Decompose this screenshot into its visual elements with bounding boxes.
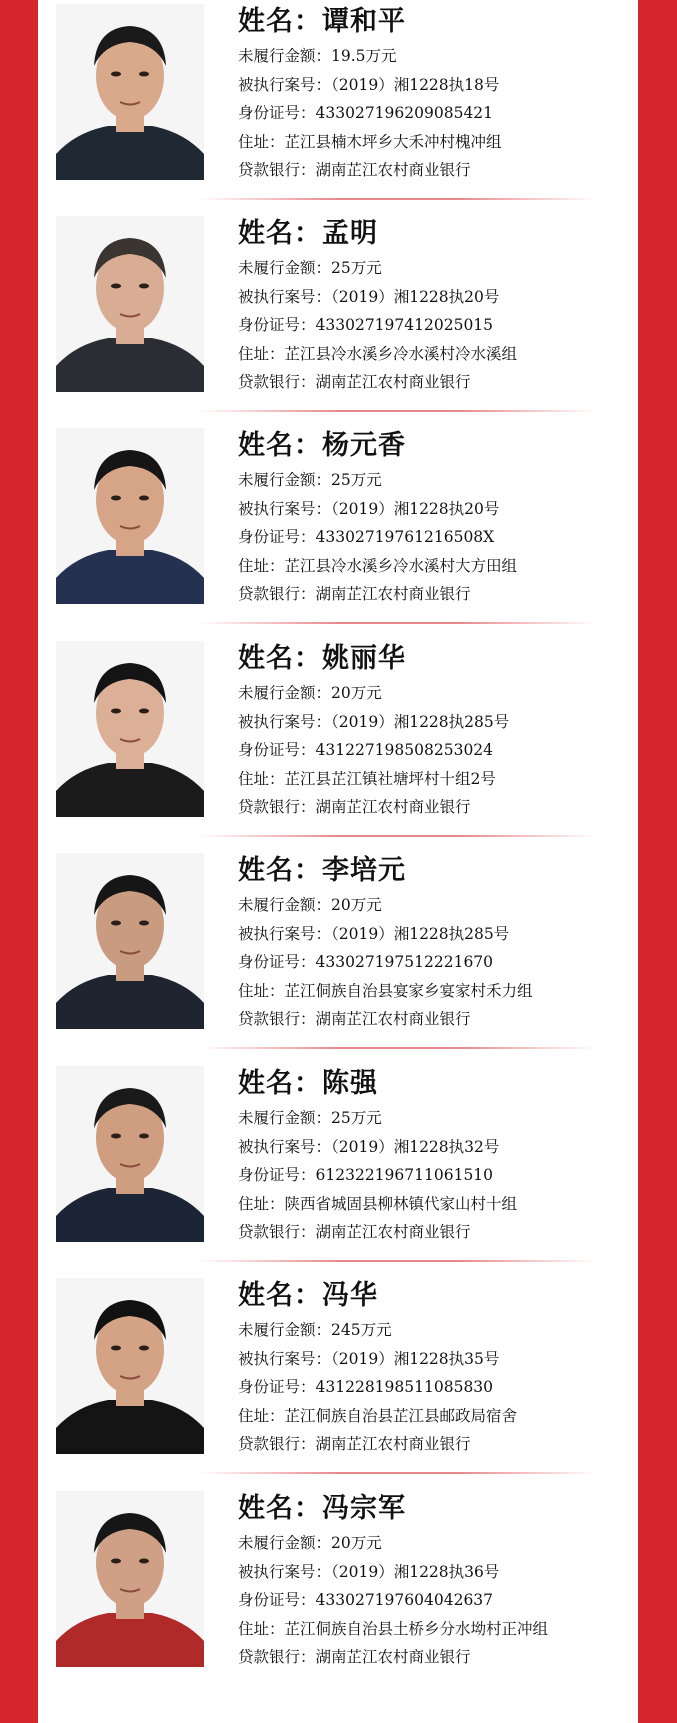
case-label: 被执行案号： (238, 712, 332, 731)
person-photo (56, 216, 204, 392)
case-value: （2019）湘1228执32号 (331, 1137, 500, 1156)
bank-label: 贷款银行： (238, 1010, 316, 1029)
id-label: 身份证号： (238, 1378, 316, 1397)
person-info (238, 1489, 636, 1672)
id-label: 身份证号： (238, 741, 316, 760)
id-value: 43302719761216508X (315, 528, 495, 547)
bank-label: 贷款银行： (238, 161, 316, 180)
bank-row (238, 1005, 636, 1034)
person-entry (38, 849, 638, 1061)
bank-value: 湖南芷江农村商业银行 (315, 1435, 471, 1454)
name-label: 姓名： (238, 6, 322, 37)
bank-label: 贷款银行： (238, 1435, 316, 1454)
person-photo (56, 428, 204, 604)
id-row (238, 99, 636, 128)
case-row (238, 495, 636, 524)
person-name-row (238, 1064, 636, 1104)
bank-value: 湖南芷江农村商业银行 (315, 585, 471, 604)
address-row (238, 765, 636, 794)
person-name: 杨元香 (322, 430, 406, 461)
case-label: 被执行案号： (238, 1562, 332, 1581)
person-name: 李培元 (322, 855, 406, 886)
case-value: （2019）湘1228执36号 (331, 1562, 500, 1581)
person-entry (38, 1062, 638, 1274)
bank-row (238, 368, 636, 397)
portrait-image (56, 1278, 204, 1454)
portrait-image (56, 216, 204, 392)
id-label: 身份证号： (238, 953, 316, 972)
bank-value: 湖南芷江农村商业银行 (315, 373, 471, 392)
case-row (238, 71, 636, 100)
bank-label: 贷款银行： (238, 1223, 316, 1242)
person-name-row (238, 639, 636, 679)
entry-divider (198, 198, 598, 200)
amount-label: 未履行金额： (238, 1534, 332, 1552)
address-label: 住址： (238, 1406, 285, 1425)
id-row (238, 311, 636, 340)
amount-value: 245万元 (331, 1321, 392, 1339)
name-label: 姓名： (238, 1068, 322, 1099)
case-label: 被执行案号： (238, 1349, 332, 1368)
address-label: 住址： (238, 769, 285, 788)
portrait-image (56, 1491, 204, 1667)
amount-value: 25万元 (331, 1109, 382, 1127)
id-row (238, 1161, 636, 1190)
amount-row (238, 1529, 636, 1558)
person-entry (38, 424, 638, 636)
address-row (238, 340, 636, 369)
person-photo (56, 1278, 204, 1454)
id-value: 433027197412025015 (315, 316, 494, 335)
amount-value: 20万元 (331, 1534, 382, 1552)
id-row (238, 948, 636, 977)
person-entry (38, 212, 638, 424)
address-row (238, 1190, 636, 1219)
id-row (238, 1586, 636, 1615)
address-row (238, 977, 636, 1006)
id-row (238, 736, 636, 765)
name-label: 姓名： (238, 430, 322, 461)
address-label: 住址： (238, 981, 285, 1000)
case-row (238, 708, 636, 737)
person-name: 冯宗军 (322, 1493, 406, 1524)
id-value: 433027197512221670 (315, 953, 494, 972)
case-row (238, 1133, 636, 1162)
bank-row (238, 793, 636, 822)
person-info (238, 851, 636, 1034)
bank-row (238, 1430, 636, 1459)
case-value: （2019）湘1228执18号 (331, 75, 500, 94)
person-entry (38, 1274, 638, 1486)
name-label: 姓名： (238, 643, 322, 674)
address-value: 芷江县芷江镇社塘坪村十组2号 (284, 769, 496, 788)
person-entry (38, 0, 638, 212)
person-name: 陈强 (322, 1068, 378, 1099)
portrait-image (56, 853, 204, 1029)
address-value: 芷江县楠木坪乡大禾冲村槐冲组 (284, 132, 502, 151)
bank-value: 湖南芷江农村商业银行 (315, 1648, 471, 1667)
id-value: 612322196711061510 (315, 1166, 494, 1185)
address-label: 住址： (238, 344, 285, 363)
address-label: 住址： (238, 1194, 285, 1213)
person-info (238, 1064, 636, 1247)
bank-value: 湖南芷江农村商业银行 (315, 1010, 471, 1029)
amount-row (238, 1316, 636, 1345)
case-value: （2019）湘1228执20号 (331, 287, 500, 306)
address-row (238, 552, 636, 581)
amount-row (238, 679, 636, 708)
entry-divider (198, 1260, 598, 1262)
case-value: （2019）湘1228执35号 (331, 1349, 500, 1368)
entry-divider (198, 410, 598, 412)
amount-label: 未履行金额： (238, 684, 332, 702)
portrait-image (56, 641, 204, 817)
id-value: 431228198511085830 (315, 1378, 494, 1397)
address-label: 住址： (238, 556, 285, 575)
bank-row (238, 1643, 636, 1672)
amount-label: 未履行金额： (238, 471, 332, 489)
id-value: 433027196209085421 (315, 104, 494, 123)
portrait-image (56, 428, 204, 604)
portrait-image (56, 1066, 204, 1242)
case-row (238, 1345, 636, 1374)
person-photo (56, 641, 204, 817)
case-label: 被执行案号： (238, 75, 332, 94)
case-label: 被执行案号： (238, 499, 332, 518)
address-value: 芷江侗族自治县宴家乡宴家村禾力组 (284, 981, 533, 1000)
name-label: 姓名： (238, 218, 322, 249)
address-value: 陕西省城固县柳林镇代家山村十组 (284, 1194, 518, 1213)
person-name-row (238, 851, 636, 891)
bank-label: 贷款银行： (238, 585, 316, 604)
amount-label: 未履行金额： (238, 47, 332, 65)
person-name-row (238, 2, 636, 42)
person-photo (56, 853, 204, 1029)
amount-value: 25万元 (331, 259, 382, 277)
bank-label: 贷款银行： (238, 1648, 316, 1667)
name-label: 姓名： (238, 1280, 322, 1311)
address-value: 芷江县冷水溪乡冷水溪村冷水溪组 (284, 344, 518, 363)
case-label: 被执行案号： (238, 287, 332, 306)
person-info (238, 639, 636, 822)
person-name-row (238, 1276, 636, 1316)
amount-label: 未履行金额： (238, 1109, 332, 1127)
bank-value: 湖南芷江农村商业银行 (315, 798, 471, 817)
person-info (238, 426, 636, 609)
person-name: 姚丽华 (322, 643, 406, 674)
address-row (238, 1402, 636, 1431)
entry-divider (198, 835, 598, 837)
id-label: 身份证号： (238, 316, 316, 335)
address-value: 芷江侗族自治县芷江县邮政局宿舍 (284, 1406, 518, 1425)
name-label: 姓名： (238, 855, 322, 886)
entry-divider (198, 1472, 598, 1474)
bank-value: 湖南芷江农村商业银行 (315, 1223, 471, 1242)
case-value: （2019）湘1228执285号 (331, 712, 510, 731)
bank-row (238, 580, 636, 609)
bank-label: 贷款银行： (238, 373, 316, 392)
amount-value: 20万元 (331, 684, 382, 702)
person-name-row (238, 1489, 636, 1529)
id-label: 身份证号： (238, 1166, 316, 1185)
case-row (238, 1558, 636, 1587)
person-photo (56, 4, 204, 180)
bank-value: 湖南芷江农村商业银行 (315, 161, 471, 180)
person-info (238, 1276, 636, 1459)
amount-row (238, 466, 636, 495)
id-value: 433027197604042637 (315, 1591, 494, 1610)
case-row (238, 920, 636, 949)
id-label: 身份证号： (238, 104, 316, 123)
person-name: 孟明 (322, 218, 378, 249)
person-entry (38, 637, 638, 849)
case-label: 被执行案号： (238, 1137, 332, 1156)
person-name-row (238, 214, 636, 254)
person-photo (56, 1066, 204, 1242)
amount-label: 未履行金额： (238, 259, 332, 277)
address-value: 芷江县冷水溪乡冷水溪村大方田组 (284, 556, 518, 575)
amount-value: 25万元 (331, 471, 382, 489)
content-panel (38, 0, 638, 1723)
address-row (238, 1615, 636, 1644)
bank-row (238, 156, 636, 185)
address-label: 住址： (238, 1619, 285, 1638)
entry-divider (198, 1047, 598, 1049)
amount-row (238, 254, 636, 283)
portrait-image (56, 4, 204, 180)
address-row (238, 128, 636, 157)
person-entry (38, 1487, 638, 1699)
case-label: 被执行案号： (238, 924, 332, 943)
case-row (238, 283, 636, 312)
person-name: 谭和平 (322, 6, 406, 37)
amount-label: 未履行金额： (238, 896, 332, 914)
amount-value: 19.5万元 (331, 47, 397, 65)
amount-value: 20万元 (331, 896, 382, 914)
amount-label: 未履行金额： (238, 1321, 332, 1339)
case-value: （2019）湘1228执285号 (331, 924, 510, 943)
person-photo (56, 1491, 204, 1667)
person-info (238, 2, 636, 185)
address-label: 住址： (238, 132, 285, 151)
bank-label: 贷款银行： (238, 798, 316, 817)
id-label: 身份证号： (238, 1591, 316, 1610)
person-info (238, 214, 636, 397)
id-label: 身份证号： (238, 528, 316, 547)
amount-row (238, 1104, 636, 1133)
address-value: 芷江侗族自治县土桥乡分水坳村正冲组 (284, 1619, 549, 1638)
name-label: 姓名： (238, 1493, 322, 1524)
amount-row (238, 42, 636, 71)
id-row (238, 1373, 636, 1402)
amount-row (238, 891, 636, 920)
id-value: 431227198508253024 (315, 741, 494, 760)
person-name: 冯华 (322, 1280, 378, 1311)
entry-divider (198, 622, 598, 624)
person-name-row (238, 426, 636, 466)
case-value: （2019）湘1228执20号 (331, 499, 500, 518)
bank-row (238, 1218, 636, 1247)
id-row (238, 523, 636, 552)
